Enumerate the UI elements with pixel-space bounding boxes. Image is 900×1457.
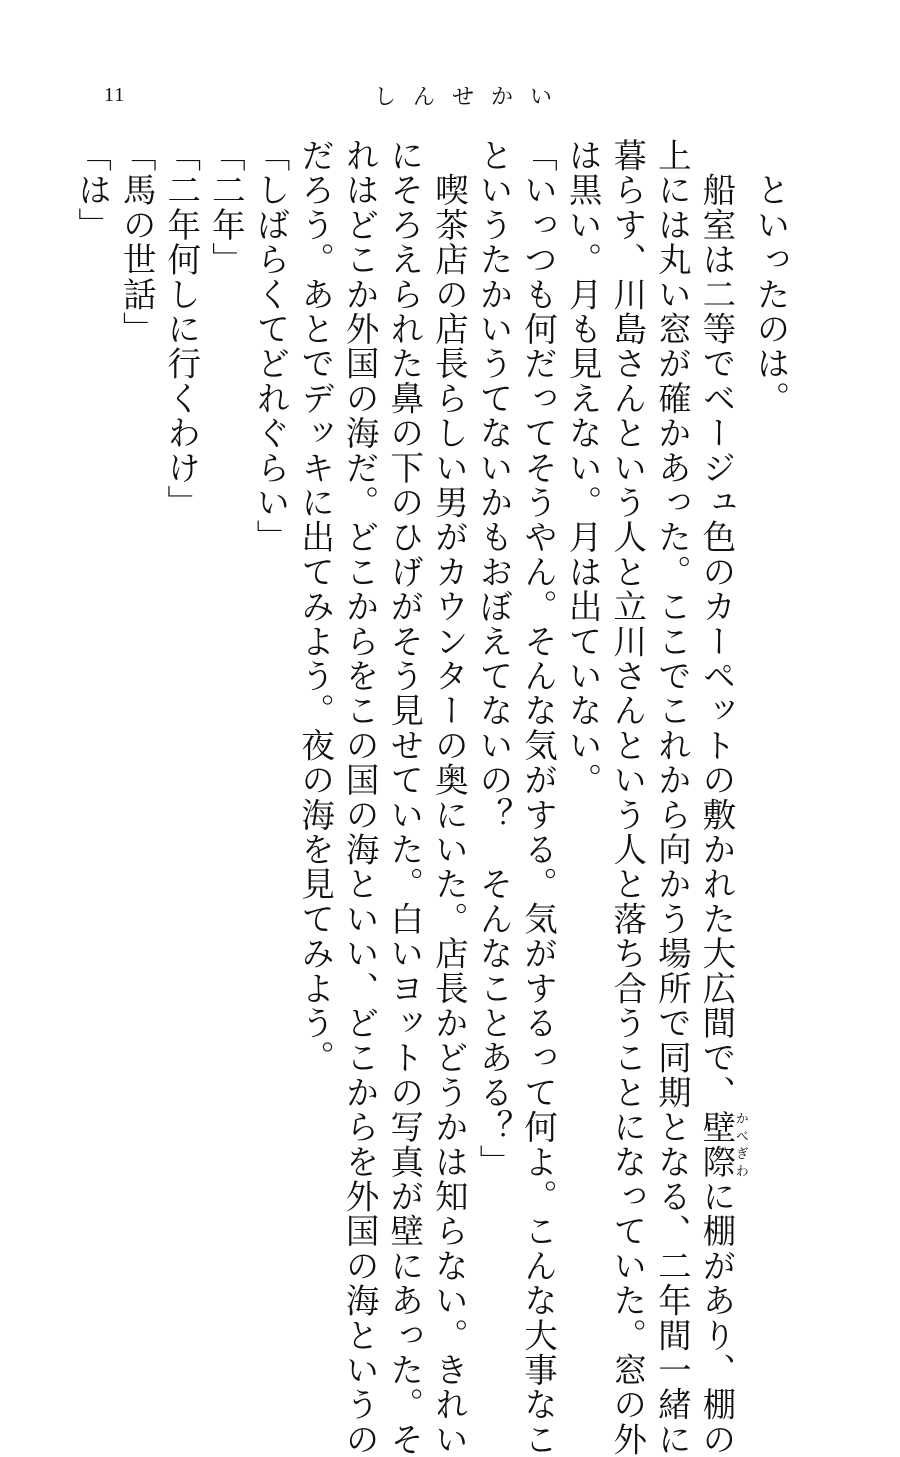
text-line-2-part-c: に棚があり、棚の: [696, 1179, 736, 1457]
text-line-10: れはどこか外国の海だ。どこからをこの国の海といい、どこからを外国の海というの: [340, 138, 380, 1457]
text-line-5: は黒い。月も見えない。月は出ていない。: [563, 138, 603, 798]
text-line-7: というたかいうてないかもおぼえてないの？ そんなことある？」: [473, 138, 513, 1179]
text-line-16: 「は」: [72, 138, 112, 243]
text-line-6: 「いっつも何だってそうやん。そんな気がする。気がするって何よ。こんな大事なこ: [518, 138, 558, 1457]
text-line-9: にそろえられた鼻の下のひげがそう見せていた。白いヨットの写真が壁にあった。そ: [384, 138, 424, 1457]
ruby-reading: かべぎわ: [732, 1109, 748, 1180]
ruby-word: [696, 1109, 748, 1180]
text-line-3: 上には丸い窓が確かあった。ここでこれから向かう場所で同期となる、二年間一緒に: [652, 138, 692, 1457]
text-line-11: だろう。あとでデッキに出てみよう。夜の海を見てみよう。: [295, 138, 335, 1075]
text-line-2-part-a: 船室は二等でベージュ色のカーペットの敷かれた大広間で、: [696, 172, 736, 1110]
running-head-title: しんせかい: [374, 85, 570, 110]
page-number: 11: [104, 84, 126, 106]
body-text: [69, 138, 792, 1457]
text-line-12: 「しばらくてどれぐらい」: [250, 138, 290, 555]
text-line-15: 「馬の世話」: [117, 138, 157, 347]
text-line-4: 暮らす、川島さんという人と立川さんという人と落ち合うことになっていた。窓の外: [607, 138, 647, 1457]
text-line-1: [747, 138, 792, 1178]
text-line-2: [693, 138, 748, 1457]
text-line-8-content: 喫茶店の店長らしい男がカウンターの奥にいた。店長かどうかは知らない。きれい: [429, 172, 469, 1457]
text-line-14: 「二年何しに行くわけ」: [161, 138, 201, 520]
text-line-8: [426, 138, 471, 1457]
text-line-1-content: といったのは。: [751, 172, 790, 416]
text-line-13: 「二年」: [206, 138, 246, 277]
ruby-base: 壁際: [696, 1109, 736, 1180]
